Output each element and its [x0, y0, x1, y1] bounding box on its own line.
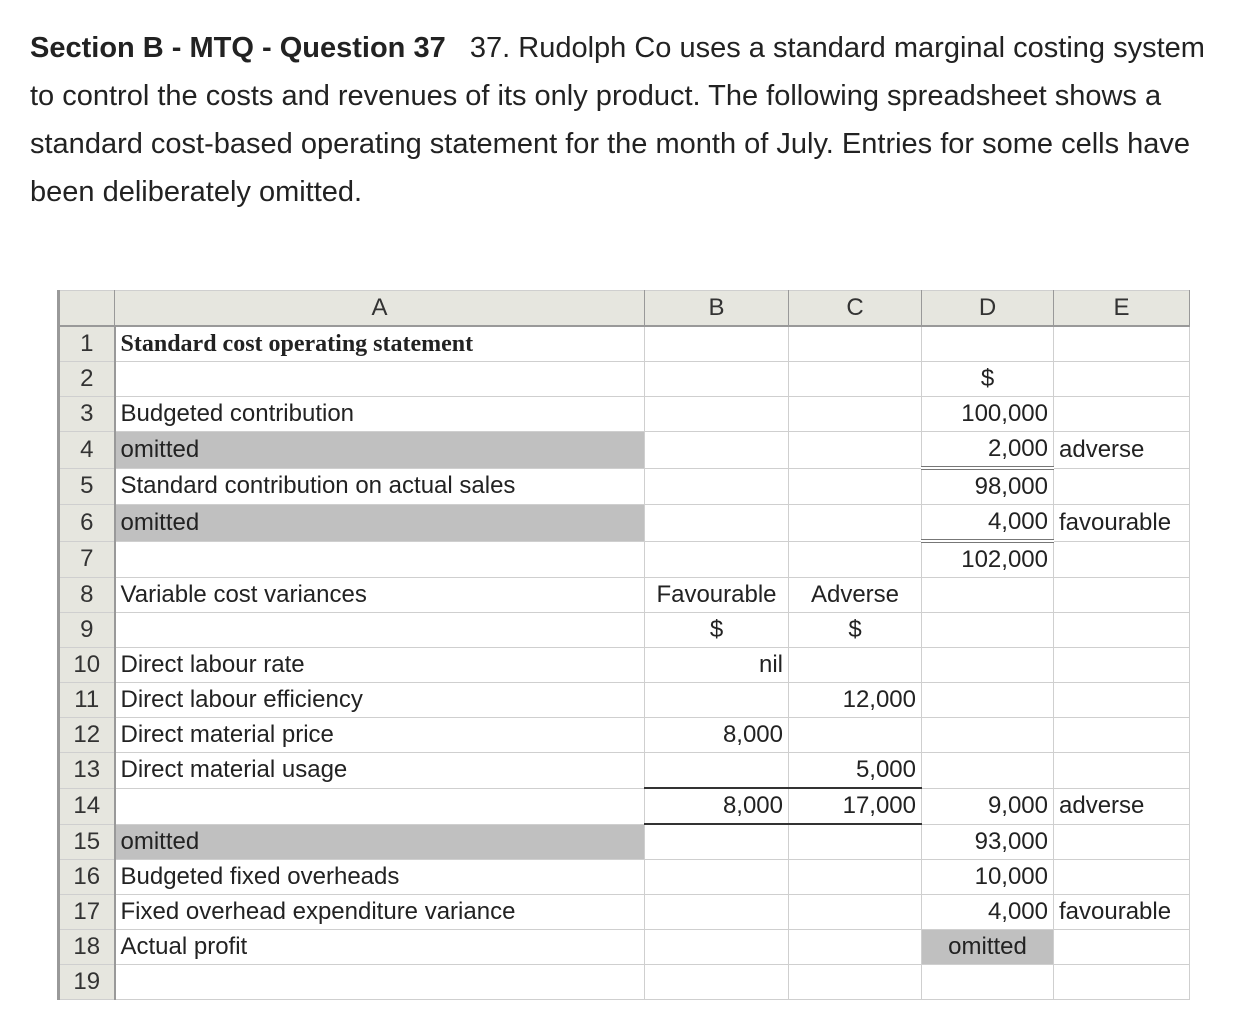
cell-c6[interactable]: [789, 505, 922, 542]
cell-e8[interactable]: [1054, 578, 1190, 613]
sheet-row: [59, 505, 1190, 542]
cell-a14[interactable]: [115, 788, 645, 824]
cell-c1[interactable]: [789, 326, 922, 362]
cell-c7[interactable]: [789, 541, 922, 578]
cell-d11[interactable]: [922, 683, 1054, 718]
sheet-row: [59, 824, 1190, 860]
cell-c17[interactable]: [789, 895, 922, 930]
section-label: Section B - MTQ - Question 37: [30, 32, 446, 64]
cell-e14[interactable]: adverse: [1054, 788, 1190, 824]
cell-c18[interactable]: [789, 930, 922, 965]
cell-d17[interactable]: 4,000: [922, 895, 1054, 930]
row-header[interactable]: 8: [59, 578, 115, 613]
cell-b12[interactable]: 8,000: [645, 718, 789, 753]
cell-b10[interactable]: nil: [645, 648, 789, 683]
cell-c11[interactable]: 12,000: [789, 683, 922, 718]
cell-b3[interactable]: [645, 397, 789, 432]
cell-a4[interactable]: omitted: [115, 432, 645, 469]
cell-a5[interactable]: Standard contribution on actual sales: [115, 468, 645, 505]
cell-e5[interactable]: [1054, 468, 1190, 505]
cell-d16[interactable]: 10,000: [922, 860, 1054, 895]
cell-a10[interactable]: Direct labour rate: [115, 648, 645, 683]
cell-b11[interactable]: [645, 683, 789, 718]
cell-e11[interactable]: [1054, 683, 1190, 718]
cell-e6[interactable]: favourable: [1054, 505, 1190, 542]
cell-e2[interactable]: [1054, 362, 1190, 397]
sheet-row: [59, 648, 1190, 683]
row-header[interactable]: 2: [59, 362, 115, 397]
cell-d15[interactable]: 93,000: [922, 824, 1054, 860]
cell-a11[interactable]: Direct labour efficiency: [115, 683, 645, 718]
cell-d14[interactable]: 9,000: [922, 788, 1054, 824]
cell-e13[interactable]: [1054, 753, 1190, 789]
cell-e16[interactable]: [1054, 860, 1190, 895]
cell-e10[interactable]: [1054, 648, 1190, 683]
cell-a9[interactable]: [115, 613, 645, 648]
row-header[interactable]: 10: [59, 648, 115, 683]
cell-b15[interactable]: [645, 824, 789, 860]
sheet-row: [59, 578, 1190, 613]
row-header[interactable]: 3: [59, 397, 115, 432]
row-header[interactable]: 19: [59, 965, 115, 1000]
cell-a12[interactable]: Direct material price: [115, 718, 645, 753]
cell-b18[interactable]: [645, 930, 789, 965]
row-header[interactable]: 12: [59, 718, 115, 753]
sheet-row: [59, 541, 1190, 578]
cell-a13[interactable]: Direct material usage: [115, 753, 645, 789]
row-header[interactable]: 13: [59, 753, 115, 789]
cell-e7[interactable]: [1054, 541, 1190, 578]
cell-b7[interactable]: [645, 541, 789, 578]
cell-d3[interactable]: 100,000: [922, 397, 1054, 432]
cell-a17[interactable]: Fixed overhead expenditure variance: [115, 895, 645, 930]
cell-c19[interactable]: [789, 965, 922, 1000]
cell-a8[interactable]: Variable cost variances: [115, 578, 645, 613]
row-header[interactable]: 14: [59, 788, 115, 824]
cell-c15[interactable]: [789, 824, 922, 860]
cell-c8[interactable]: Adverse: [789, 578, 922, 613]
spreadsheet: [57, 290, 1190, 1000]
cell-d8[interactable]: [922, 578, 1054, 613]
cell-b5[interactable]: [645, 468, 789, 505]
cell-b14[interactable]: 8,000: [645, 788, 789, 824]
cell-d18[interactable]: omitted: [922, 930, 1054, 965]
row-header[interactable]: 7: [59, 541, 115, 578]
cell-b4[interactable]: [645, 432, 789, 469]
cell-b8[interactable]: Favourable: [645, 578, 789, 613]
cell-e4[interactable]: adverse: [1054, 432, 1190, 469]
question-text: [30, 24, 1220, 216]
cell-c4[interactable]: [789, 432, 922, 469]
cell-a16[interactable]: Budgeted fixed overheads: [115, 860, 645, 895]
cell-e3[interactable]: [1054, 397, 1190, 432]
row-header[interactable]: 15: [59, 824, 115, 860]
select-all-corner[interactable]: [59, 291, 115, 327]
cell-b1[interactable]: [645, 326, 789, 362]
cell-a15[interactable]: omitted: [115, 824, 645, 860]
row-header[interactable]: 18: [59, 930, 115, 965]
cell-a19[interactable]: [115, 965, 645, 1000]
cell-e19[interactable]: [1054, 965, 1190, 1000]
cell-c2[interactable]: [789, 362, 922, 397]
sheet-row: [59, 860, 1190, 895]
column-header-d[interactable]: D: [922, 291, 1054, 327]
sheet-row: [59, 683, 1190, 718]
sheet-row: [59, 718, 1190, 753]
sheet-row: [59, 753, 1190, 789]
sheet-row: [59, 432, 1190, 469]
sheet-row: [59, 613, 1190, 648]
cell-c14[interactable]: 17,000: [789, 788, 922, 824]
cell-c16[interactable]: [789, 860, 922, 895]
cell-d10[interactable]: [922, 648, 1054, 683]
column-header-a[interactable]: A: [115, 291, 645, 327]
cell-a1[interactable]: Standard cost operating statement: [115, 326, 645, 362]
cell-d6[interactable]: 4,000: [922, 505, 1054, 542]
cell-e1[interactable]: [1054, 326, 1190, 362]
sheet-row: [59, 965, 1190, 1000]
column-header-b[interactable]: B: [645, 291, 789, 327]
cell-d4[interactable]: 2,000: [922, 432, 1054, 469]
cell-e9[interactable]: [1054, 613, 1190, 648]
column-header-row: [59, 291, 1190, 327]
cell-b17[interactable]: [645, 895, 789, 930]
row-header[interactable]: 17: [59, 895, 115, 930]
row-header[interactable]: 1: [59, 326, 115, 362]
cell-d12[interactable]: [922, 718, 1054, 753]
cell-b6[interactable]: [645, 505, 789, 542]
cell-d7[interactable]: 102,000: [922, 541, 1054, 578]
sheet-row: [59, 930, 1190, 965]
row-header[interactable]: 11: [59, 683, 115, 718]
sheet-row: [59, 788, 1190, 824]
cell-c5[interactable]: [789, 468, 922, 505]
cell-a7[interactable]: [115, 541, 645, 578]
cell-a2[interactable]: [115, 362, 645, 397]
cell-d19[interactable]: [922, 965, 1054, 1000]
row-header[interactable]: 5: [59, 468, 115, 505]
cell-d2[interactable]: $: [922, 362, 1054, 397]
cell-a3[interactable]: Budgeted contribution: [115, 397, 645, 432]
sheet-row: [59, 895, 1190, 930]
sheet-row: [59, 468, 1190, 505]
column-header-e[interactable]: E: [1054, 291, 1190, 327]
row-header[interactable]: 16: [59, 860, 115, 895]
sheet-row: [59, 326, 1190, 362]
cell-e18[interactable]: [1054, 930, 1190, 965]
sheet-row: [59, 397, 1190, 432]
cell-c13[interactable]: 5,000: [789, 753, 922, 789]
cell-d13[interactable]: [922, 753, 1054, 789]
cell-d9[interactable]: [922, 613, 1054, 648]
cell-a6[interactable]: omitted: [115, 505, 645, 542]
cell-d5[interactable]: 98,000: [922, 468, 1054, 505]
row-header[interactable]: 9: [59, 613, 115, 648]
cell-c12[interactable]: [789, 718, 922, 753]
cell-b2[interactable]: [645, 362, 789, 397]
cell-c3[interactable]: [789, 397, 922, 432]
cell-b19[interactable]: [645, 965, 789, 1000]
cell-e17[interactable]: favourable: [1054, 895, 1190, 930]
cell-b16[interactable]: [645, 860, 789, 895]
cell-c9[interactable]: $: [789, 613, 922, 648]
row-header[interactable]: 4: [59, 432, 115, 469]
sheet-row: [59, 362, 1190, 397]
cell-e12[interactable]: [1054, 718, 1190, 753]
cell-c10[interactable]: [789, 648, 922, 683]
cell-a18[interactable]: Actual profit: [115, 930, 645, 965]
column-header-c[interactable]: C: [789, 291, 922, 327]
cell-e15[interactable]: [1054, 824, 1190, 860]
cell-b13[interactable]: [645, 753, 789, 789]
question-body: 37. Rudolph Co uses a standard marginal costing system to control the costs and revenues of its only product. The following spreadsheet shows a standard cost-based operating statement for the month of July. Entries for some cells have been deliberately omitted.: [30, 32, 1205, 208]
cell-d1[interactable]: [922, 326, 1054, 362]
cell-b9[interactable]: $: [645, 613, 789, 648]
row-header[interactable]: 6: [59, 505, 115, 542]
